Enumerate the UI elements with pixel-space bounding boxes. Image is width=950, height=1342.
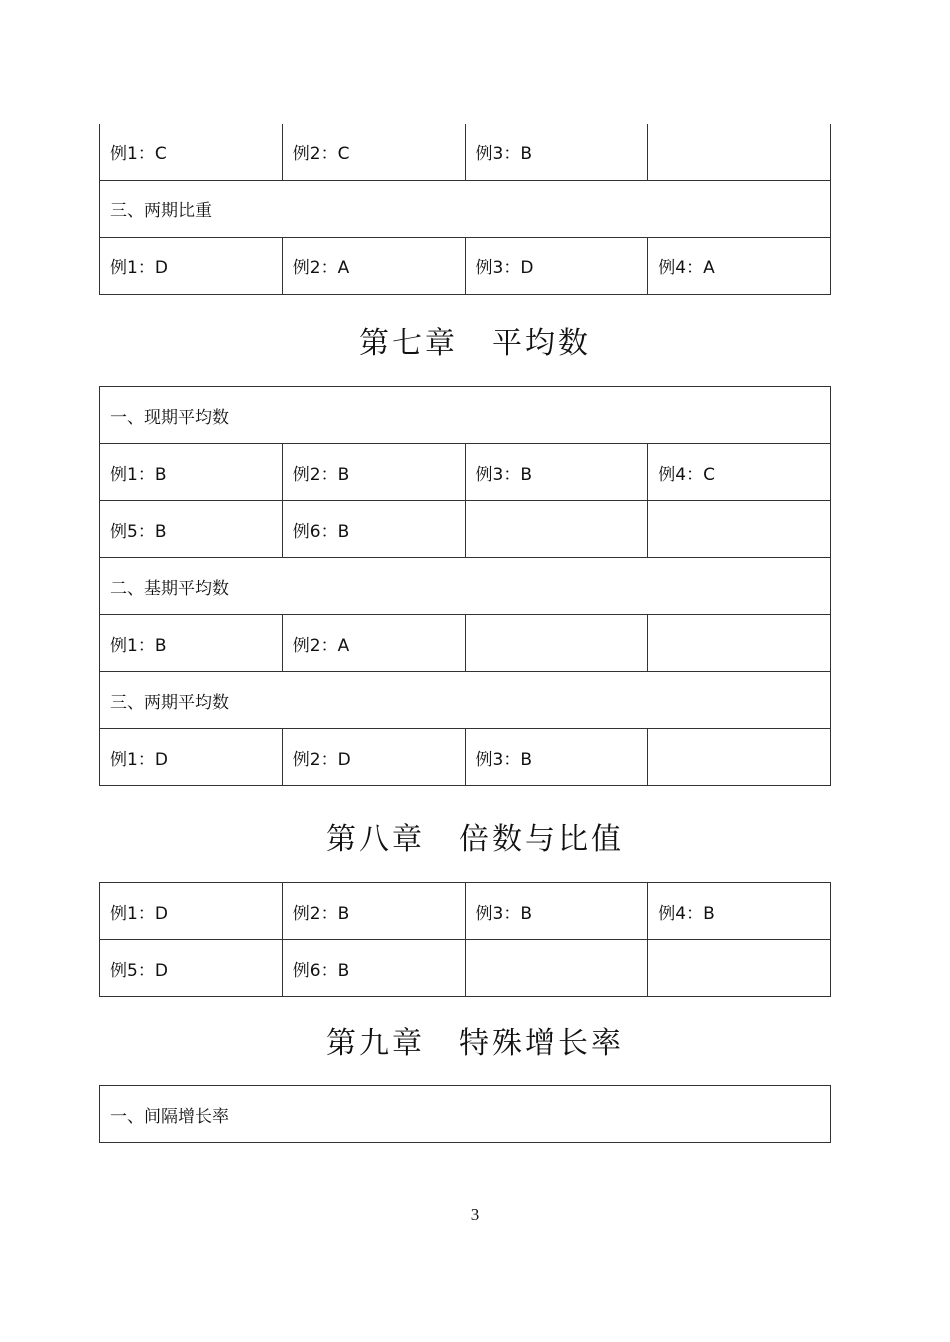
section-heading: 一、现期平均数 xyxy=(100,387,831,444)
answer-cell: 例3：D xyxy=(465,237,648,294)
chapter-9-answer-table xyxy=(99,1085,831,1143)
answer-table-continued xyxy=(99,124,831,295)
table-row xyxy=(100,124,831,180)
chapter-7-answer-table xyxy=(99,386,831,786)
answer-cell: 例1：C xyxy=(100,124,283,180)
page-number: 3 xyxy=(470,1205,480,1224)
chapter-9-title: 第九章 特殊增长率 xyxy=(326,1026,624,1061)
answer-cell: 例3：B xyxy=(465,444,648,501)
answer-cell xyxy=(648,124,831,180)
answer-cell: 例1：D xyxy=(100,729,283,786)
answer-cell: 例2：C xyxy=(282,124,465,180)
chapter-8-answer-table xyxy=(99,882,831,997)
answer-cell: 例4：B xyxy=(648,883,831,940)
section-heading: 三、两期比重 xyxy=(100,180,831,237)
table-row xyxy=(100,237,831,294)
answer-cell: 例3：B xyxy=(465,729,648,786)
table-row xyxy=(100,558,831,615)
answer-cell xyxy=(648,940,831,997)
table-row xyxy=(100,729,831,786)
answer-cell xyxy=(465,940,648,997)
answer-cell: 例3：B xyxy=(465,124,648,180)
answer-cell xyxy=(465,615,648,672)
answer-cell: 例1：B xyxy=(100,444,283,501)
table-row xyxy=(100,444,831,501)
answer-cell xyxy=(465,501,648,558)
table-row xyxy=(100,672,831,729)
answer-cell: 例4：A xyxy=(648,237,831,294)
section-heading: 三、两期平均数 xyxy=(100,672,831,729)
answer-cell: 例2：B xyxy=(282,444,465,501)
answer-cell: 例1：B xyxy=(100,615,283,672)
table-row xyxy=(100,883,831,940)
answer-cell: 例1：D xyxy=(100,883,283,940)
answer-cell: 例2：A xyxy=(282,615,465,672)
section-heading: 一、间隔增长率 xyxy=(100,1086,831,1143)
answer-cell xyxy=(648,615,831,672)
answer-cell: 例1：D xyxy=(100,237,283,294)
chapter-7-title: 第七章 平均数 xyxy=(359,326,591,361)
section-heading: 二、基期平均数 xyxy=(100,558,831,615)
table-row xyxy=(100,180,831,237)
answer-cell: 例2：A xyxy=(282,237,465,294)
answer-cell: 例2：D xyxy=(282,729,465,786)
answer-cell: 例5：D xyxy=(100,940,283,997)
table-row xyxy=(100,615,831,672)
table-row xyxy=(100,1086,831,1143)
answer-cell: 例6：B xyxy=(282,940,465,997)
table-row xyxy=(100,940,831,997)
answer-cell xyxy=(648,501,831,558)
answer-cell: 例5：B xyxy=(100,501,283,558)
answer-cell: 例2：B xyxy=(282,883,465,940)
answer-cell xyxy=(648,729,831,786)
chapter-8-title: 第八章 倍数与比值 xyxy=(326,822,624,857)
answer-cell: 例3：B xyxy=(465,883,648,940)
table-row xyxy=(100,387,831,444)
answer-cell: 例6：B xyxy=(282,501,465,558)
answer-cell: 例4：C xyxy=(648,444,831,501)
table-row xyxy=(100,501,831,558)
